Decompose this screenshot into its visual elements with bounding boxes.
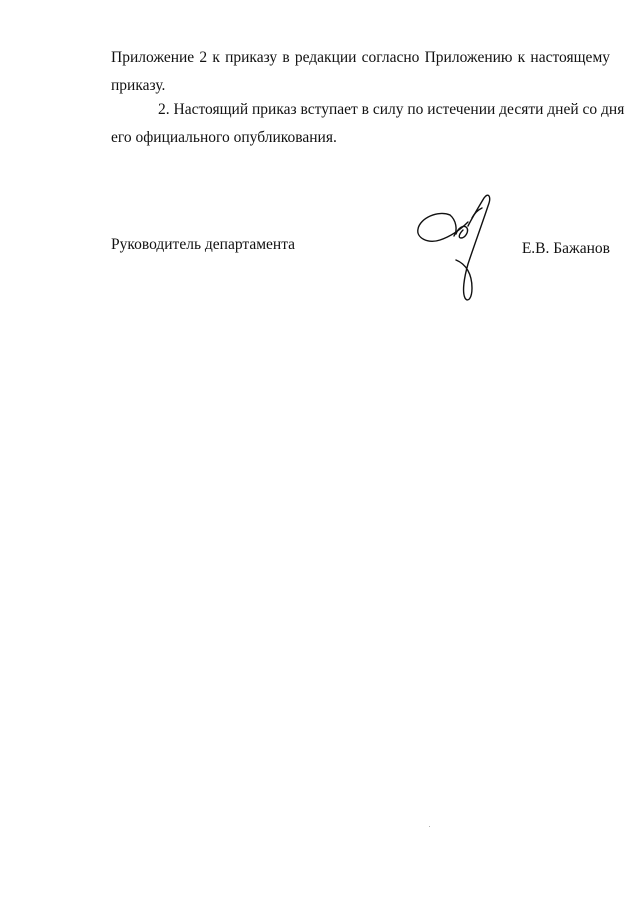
paragraph-appendix-line-1: Приложение 2 к приказу в редакции согласно Приложению к настоящему [111, 49, 610, 66]
signatory-name: Е.В. Бажанов [521, 240, 610, 257]
scan-speck [429, 826, 430, 827]
paragraph-effective-date-line-2: его официального опубликования. [111, 129, 337, 146]
handwritten-signature [412, 188, 504, 306]
paragraph-effective-date [111, 96, 625, 152]
paragraph-appendix-line-2: приказу. [111, 77, 166, 94]
paragraph-appendix [111, 44, 610, 100]
signatory-position: Руководитель департамента [111, 236, 296, 253]
signature-block [111, 231, 610, 261]
paragraph-effective-date-line-1: 2. Настоящий приказ вступает в силу по истечении десяти дней со дня [158, 101, 625, 118]
